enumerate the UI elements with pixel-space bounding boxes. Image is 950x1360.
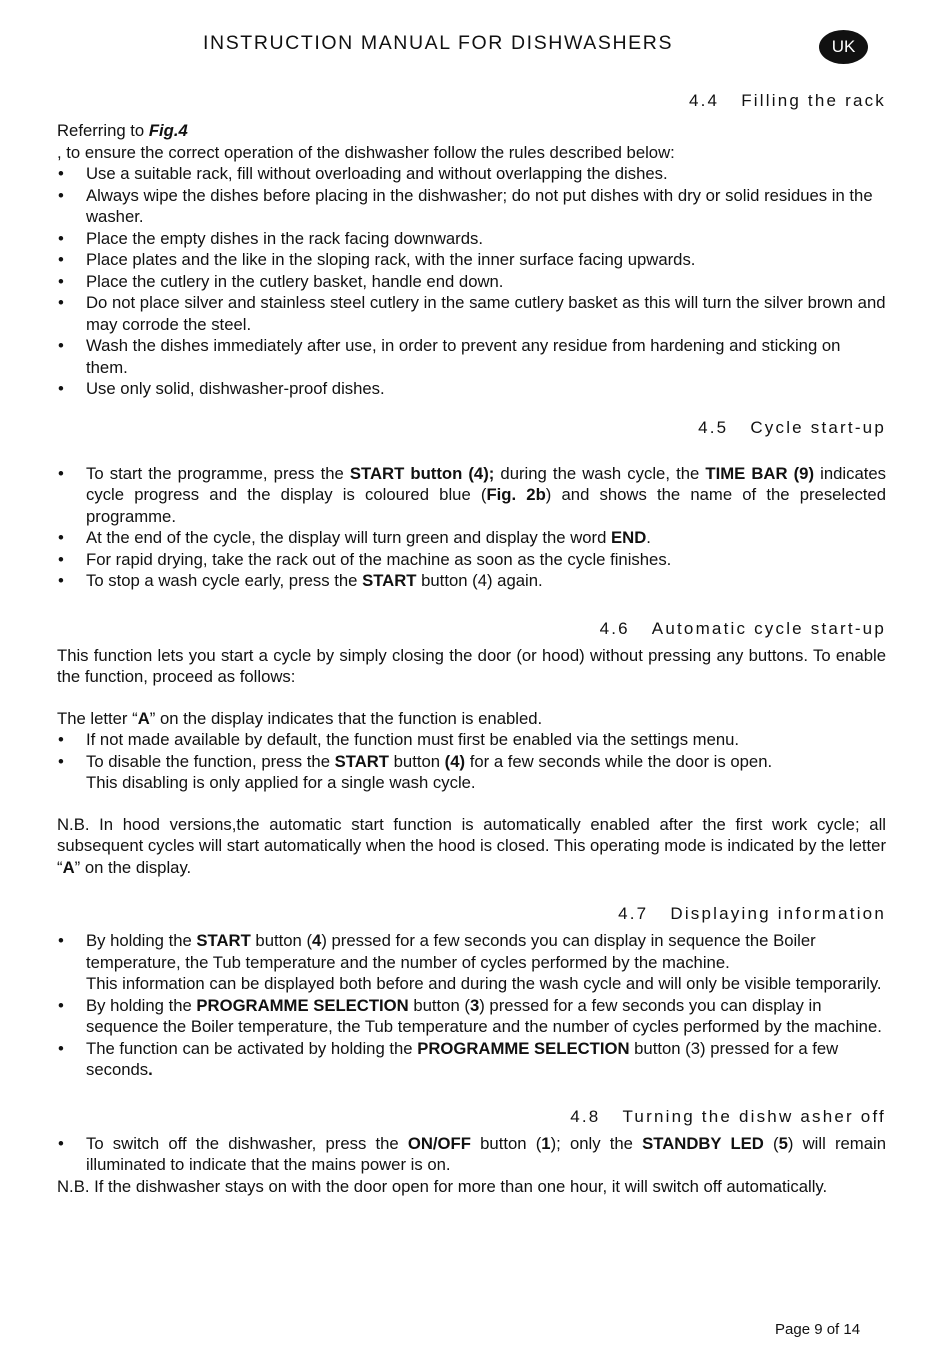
section-number: 4.5 <box>698 417 729 437</box>
letter-a: A <box>137 708 150 728</box>
text: button (4) again. <box>416 571 543 590</box>
standby-led-ref: STANDBY LED <box>642 1133 764 1153</box>
end-word: END <box>611 528 647 547</box>
section-title: Cycle start-up <box>750 417 886 437</box>
on-off-button-ref: ON/OFF <box>407 1133 471 1153</box>
section-heading-4-7 <box>57 903 886 925</box>
letter-a: A <box>62 857 75 877</box>
list-item <box>57 751 886 794</box>
list-item: • Always wipe the dishes before placing in the dishwasher; do not put dishes with dry or solid residues in the washer. <box>57 185 886 228</box>
switch-off-list <box>57 1133 886 1176</box>
text: By holding the <box>86 931 197 950</box>
text: ); only the <box>550 1133 643 1153</box>
button-number: (4) <box>444 751 466 771</box>
led-number: 5 <box>778 1133 788 1153</box>
text: button (3) pressed for a few seconds <box>86 1038 839 1079</box>
figure-reference: Fig. 2b <box>486 485 546 504</box>
display-info-list <box>57 930 886 1081</box>
button-number: 4 <box>312 931 322 950</box>
text: ” on the display. <box>74 857 192 877</box>
section-heading-4-4 <box>57 90 886 112</box>
section-title: Turning the dishw asher off <box>622 1106 886 1126</box>
list-item <box>57 527 886 549</box>
section-heading-4-8 <box>57 1106 886 1128</box>
text: At the end of the cycle, the display will turn green and display the word <box>86 528 612 547</box>
section-heading-4-6 <box>57 618 886 640</box>
button-number: 1 <box>541 1133 551 1153</box>
section-number: 4.4 <box>688 91 720 110</box>
text: ) will remain illuminated to indicate that the mains power is on. <box>86 1133 886 1174</box>
text: The function can be activated by holding the <box>86 1038 418 1058</box>
rack-rules-list <box>57 163 886 400</box>
list-item: • Use only solid, dishwasher-proof dishes. <box>57 378 886 400</box>
text: button ( <box>408 995 470 1015</box>
button-number: 3 <box>469 995 480 1015</box>
section-heading-4-5 <box>57 417 886 439</box>
auto-start-description: This function lets you start a cycle by simply closing the door (or hood) without pressing any buttons. To enable the function, proceed as follows: <box>57 645 886 686</box>
list-item: • Wash the dishes immediately after use, in order to prevent any residue from hardening and sticking on them. <box>57 335 886 378</box>
text: ” on the display indicates that the function is enabled. <box>149 708 543 728</box>
document-header <box>0 30 950 66</box>
time-bar-ref: TIME BAR (9) <box>705 463 815 483</box>
list-item: • Use a suitable rack, fill without overloading and without overlapping the dishes. <box>57 163 886 185</box>
text: N.B. In hood versions,the automatic start function is automatically enabled after the first work cycle; all subsequent cycles will start automatically when the hood is closed. This operating mode is indicated by the letter “ <box>57 814 886 877</box>
text: This information can be displayed both before and during the wash cycle and will only be visible temporarily. <box>86 974 882 993</box>
language-badge: UK <box>819 30 868 64</box>
section-number: 4.7 <box>618 904 649 923</box>
text: ) and shows the name of the preselected programme. <box>86 485 886 526</box>
intro-text: Referring to <box>57 121 149 140</box>
list-item <box>57 570 886 592</box>
nb-note: N.B. If the dishwasher stays on with the door open for more than one hour, it will switch off automatically. <box>57 1176 828 1196</box>
start-button-ref: START <box>334 751 389 771</box>
text: To stop a wash cycle early, press the <box>86 571 363 590</box>
start-button-ref: START button (4); <box>349 463 495 483</box>
text: ( <box>763 1133 779 1153</box>
text: To disable the function, press the <box>86 751 335 771</box>
document-title: INSTRUCTION MANUAL FOR DISHWASHERS <box>203 32 674 54</box>
programme-selection-ref: PROGRAMME SELECTION <box>417 1038 630 1058</box>
text: during the wash cycle, the <box>494 463 706 483</box>
text: This disabling is only applied for a single wash cycle. <box>86 773 476 792</box>
list-item: • Place the empty dishes in the rack facing downwards. <box>57 228 886 250</box>
period: . <box>148 1060 153 1079</box>
list-item: • Place the cutlery in the cutlery basket, handle end down. <box>57 271 886 293</box>
text: . <box>646 528 651 547</box>
text: ) pressed for a few seconds you can display in sequence the Boiler temperature, the Tub temperature and the number of cycles performed by the machine. <box>86 931 816 972</box>
section-number: 4.6 <box>599 618 630 638</box>
start-button-ref: START <box>196 931 251 950</box>
list-item <box>57 1133 886 1176</box>
list-item: • For rapid drying, take the rack out of the machine as soon as the cycle finishes. <box>57 549 886 571</box>
start-button-ref: START <box>362 571 417 590</box>
text: indicates cycle progress and the display is coloured blue ( <box>86 463 887 504</box>
text: for a few seconds while the door is open. <box>465 751 773 771</box>
list-item: • Place plates and the like in the sloping rack, with the inner surface facing upwards. <box>57 249 886 271</box>
auto-start-list <box>57 729 886 794</box>
section-number: 4.8 <box>570 1106 601 1126</box>
list-item <box>57 930 886 995</box>
list-item <box>57 995 886 1038</box>
auto-start-indicator <box>57 708 886 730</box>
nb-note <box>57 814 886 879</box>
cycle-startup-list <box>57 463 886 592</box>
text: The letter “ <box>57 708 138 728</box>
list-item <box>57 463 886 528</box>
programme-selection-ref: PROGRAMME SELECTION <box>196 995 409 1015</box>
text: button ( <box>470 1133 542 1153</box>
section-title: Automatic cycle start-up <box>651 618 886 638</box>
list-item: • If not made available by default, the function must first be enabled via the settings menu. <box>57 729 886 751</box>
manual-content <box>57 90 886 1197</box>
text: To switch off the dishwasher, press the <box>86 1133 408 1153</box>
list-item <box>57 1038 886 1081</box>
figure-reference: Fig.4 <box>148 121 188 140</box>
intro-paragraph-continued: , to ensure the correct operation of the dishwasher follow the rules described below: <box>57 142 675 162</box>
text: button ( <box>250 931 313 950</box>
intro-paragraph <box>57 120 886 142</box>
page-number: Page 9 of 14 <box>775 1321 861 1338</box>
text: To start the programme, press the <box>86 463 350 483</box>
text: button <box>389 751 445 771</box>
text: ) pressed for a few seconds you can display in sequence the Boiler temperature, the Tub temperature and the number of cycles performed by the machine. <box>86 995 882 1036</box>
text: By holding the <box>86 995 197 1015</box>
section-title: Filling the rack <box>741 91 886 110</box>
list-item: • Do not place silver and stainless steel cutlery in the same cutlery basket as this will turn the silver brown and may corrode the steel. <box>57 292 886 335</box>
section-title: Displaying information <box>670 904 886 923</box>
